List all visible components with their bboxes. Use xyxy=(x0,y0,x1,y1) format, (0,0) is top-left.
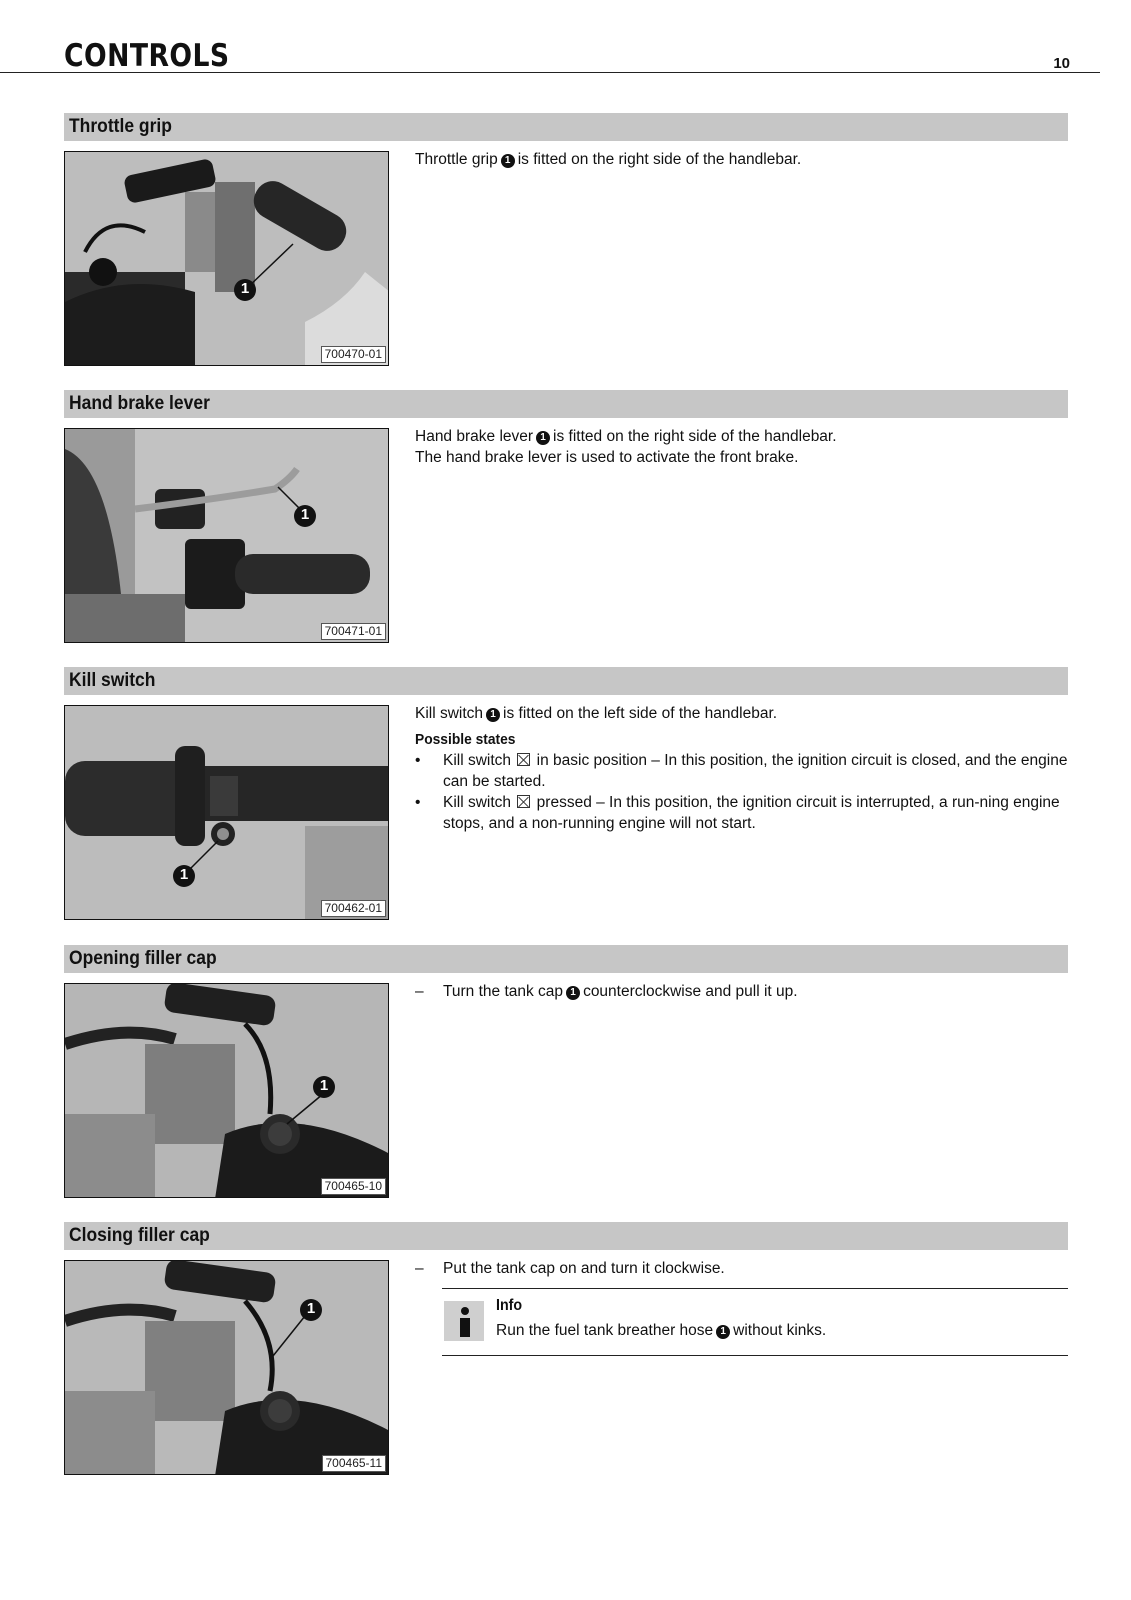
text-before: Kill switch xyxy=(415,705,484,722)
text-after: is fitted on the right side of the handlebar. xyxy=(553,428,837,445)
hand-brake-lever-photo xyxy=(65,429,389,643)
state-before: Kill switch xyxy=(443,794,512,811)
callout-number: 1 xyxy=(486,708,500,722)
text-after: is fitted on the left side of the handlebar. xyxy=(503,705,778,722)
subheading: Possible states xyxy=(415,731,516,748)
kill-switch-icon xyxy=(517,795,530,808)
figure-closing-filler-cap xyxy=(64,1260,389,1475)
section-text xyxy=(415,426,1068,468)
info-icon-bar xyxy=(460,1318,470,1337)
callout-marker: 1 xyxy=(179,866,189,883)
info-text-before: Run the fuel tank breather hose xyxy=(496,1322,714,1339)
state-after: pressed – In this position, the ignition circuit is interrupted, a run-ning engine stops, and a non-running engine will not start. xyxy=(443,794,1060,832)
states-list xyxy=(415,750,1068,834)
callout-number: 1 xyxy=(501,154,515,168)
info-icon-dot xyxy=(461,1307,469,1315)
opening-filler-cap-photo xyxy=(65,984,389,1198)
page-title: CONTROLS xyxy=(64,38,230,74)
page-number: 10 xyxy=(1053,55,1070,72)
figure-code: 700465-10 xyxy=(321,1178,386,1195)
step-after: counterclockwise and pull it up. xyxy=(583,983,798,1000)
figure-code: 700470-01 xyxy=(321,346,386,363)
closing-filler-cap-photo xyxy=(65,1261,389,1475)
text-before: Throttle grip xyxy=(415,151,498,168)
text-line-2: The hand brake lever is used to activate the front brake. xyxy=(415,449,799,466)
section-text xyxy=(415,149,1068,170)
section-header-bar xyxy=(64,945,1068,973)
throttle-grip-photo xyxy=(65,152,389,366)
step-marker: – xyxy=(415,983,424,1000)
section-header-bar xyxy=(64,667,1068,695)
step-item xyxy=(415,1258,1068,1279)
page-header xyxy=(0,0,1100,73)
section-title: Closing filler cap xyxy=(69,1225,210,1246)
figure-code: 700471-01 xyxy=(321,623,386,640)
callout-number: 1 xyxy=(716,1325,730,1339)
figure-code: 700462-01 xyxy=(321,900,386,917)
section-title: Throttle grip xyxy=(69,116,172,137)
info-title: Info xyxy=(496,1297,523,1314)
callout-number: 1 xyxy=(566,986,580,1000)
section-text xyxy=(415,1258,1068,1279)
section-text xyxy=(415,703,1068,834)
step-before: Turn the tank cap xyxy=(443,983,564,1000)
kill-switch-icon xyxy=(517,753,530,766)
section-title: Kill switch xyxy=(69,670,156,691)
section-title: Hand brake lever xyxy=(69,393,210,414)
info-text-after: without kinks. xyxy=(733,1322,827,1339)
text-before: Hand brake lever xyxy=(415,428,534,445)
figure-hand-brake-lever xyxy=(64,428,389,643)
list-item xyxy=(415,750,1068,792)
info-icon xyxy=(444,1301,484,1341)
callout-marker: 1 xyxy=(240,280,250,297)
section-header-bar xyxy=(64,113,1068,141)
info-text xyxy=(496,1322,826,1340)
callout-marker: 1 xyxy=(300,506,310,523)
state-before: Kill switch xyxy=(443,752,512,769)
kill-switch-photo xyxy=(65,706,389,920)
info-box xyxy=(442,1288,1068,1356)
callout-marker: 1 xyxy=(319,1077,329,1094)
figure-throttle-grip xyxy=(64,151,389,366)
figure-opening-filler-cap xyxy=(64,983,389,1198)
text-after: is fitted on the right side of the handlebar. xyxy=(517,151,802,168)
step-text: Put the tank cap on and turn it clockwise. xyxy=(443,1260,725,1277)
figure-kill-switch xyxy=(64,705,389,920)
section-title: Opening filler cap xyxy=(69,948,217,969)
callout-number: 1 xyxy=(536,431,550,445)
section-header-bar xyxy=(64,390,1068,418)
state-after: in basic position – In this position, the ignition circuit is closed, and the engine can be started. xyxy=(443,752,1068,790)
step-item xyxy=(415,981,1068,1002)
section-text xyxy=(415,981,1068,1002)
figure-code: 700465-11 xyxy=(322,1455,387,1472)
section-header-bar xyxy=(64,1222,1068,1250)
step-marker: – xyxy=(415,1260,424,1277)
callout-marker: 1 xyxy=(306,1300,316,1317)
list-item xyxy=(415,792,1068,834)
